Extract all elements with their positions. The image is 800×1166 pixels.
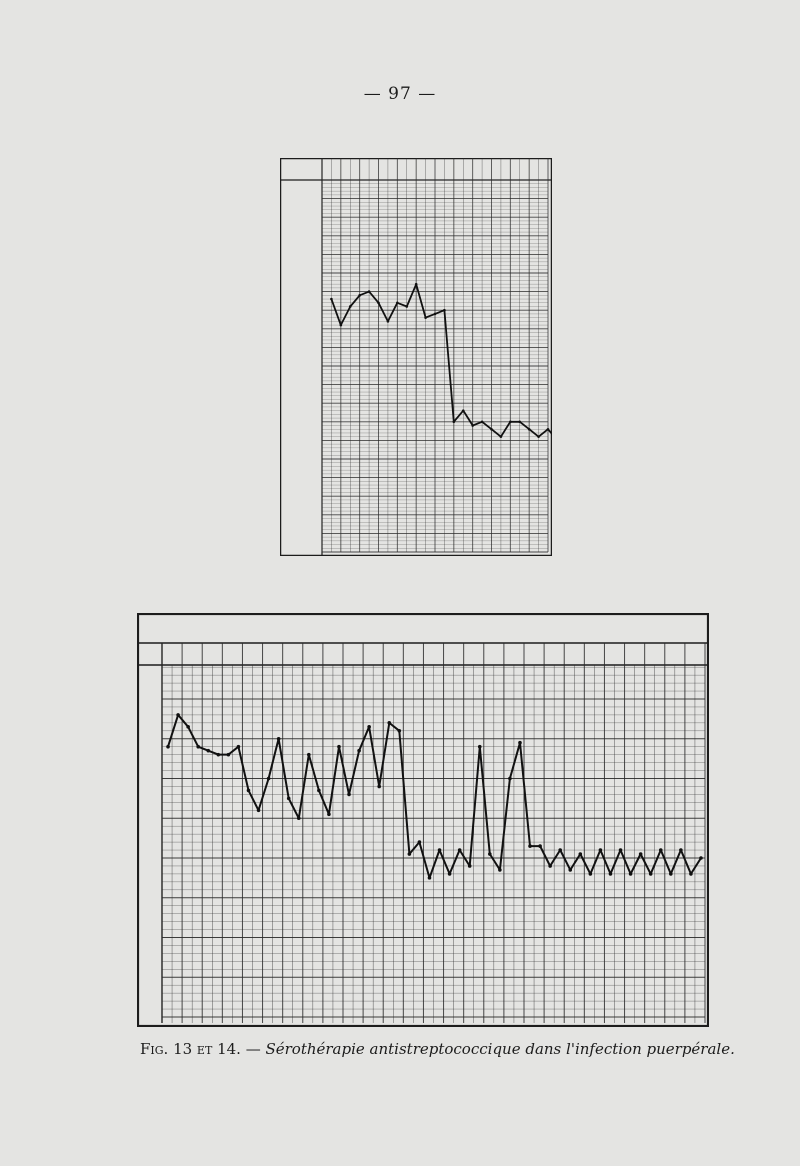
fig14-data-point bbox=[418, 840, 422, 844]
fig13-data-point bbox=[471, 424, 474, 427]
fig14-data-point bbox=[609, 872, 613, 876]
fig14-data-point bbox=[398, 729, 402, 733]
fig14-data-point bbox=[448, 872, 452, 876]
fig13-data-point bbox=[453, 421, 456, 424]
fig14-data-point bbox=[649, 872, 653, 876]
fig13-data-point bbox=[396, 301, 399, 304]
fig13-data-point bbox=[518, 421, 521, 424]
caption-fig-number: Fig. 13 et 14. bbox=[140, 1040, 241, 1058]
fig14-data-point bbox=[498, 868, 502, 872]
fig13-data-point bbox=[547, 428, 550, 431]
fig14-data-point bbox=[488, 852, 492, 856]
fig14-data-point bbox=[669, 872, 673, 876]
fig14-data-point bbox=[518, 741, 522, 745]
fig13-data-point bbox=[358, 294, 361, 297]
fig14-data-point bbox=[438, 848, 442, 852]
fig13-data-point bbox=[377, 301, 380, 304]
fig14-data-point bbox=[468, 864, 472, 868]
fig14-data-point bbox=[599, 848, 603, 852]
fig14-data-point bbox=[367, 725, 371, 729]
fig14-data-point bbox=[327, 812, 331, 816]
fig14-data-point bbox=[247, 789, 251, 793]
fig13-data-point bbox=[443, 309, 446, 312]
fig14-data-point bbox=[337, 745, 341, 749]
fig14-data-point bbox=[297, 816, 301, 820]
fig14-data-point bbox=[629, 872, 633, 876]
fig13-data-point bbox=[424, 316, 427, 319]
page-number: — 97 — bbox=[363, 84, 437, 104]
fig14-data-point bbox=[528, 844, 532, 848]
fig14-data-point bbox=[679, 848, 683, 852]
fig14-data-point bbox=[186, 725, 190, 729]
fig14-data-point bbox=[357, 749, 361, 753]
fig13-data-point bbox=[330, 298, 333, 301]
fig14-data-point bbox=[206, 749, 210, 753]
fig14-data-point bbox=[568, 868, 572, 872]
fig14-temperature-line bbox=[168, 715, 701, 878]
fig14-data-point bbox=[307, 753, 311, 757]
fig13-data-point bbox=[349, 305, 352, 308]
fig13-data-point bbox=[462, 409, 465, 412]
fig13-data-point bbox=[528, 428, 531, 431]
temperature-chart-fig-13 bbox=[280, 158, 552, 556]
fig14-data-point bbox=[176, 713, 180, 717]
fig13-data-point bbox=[490, 428, 493, 431]
fig14-data-point bbox=[347, 793, 351, 797]
fig14-data-point bbox=[428, 876, 432, 880]
fig14-data-point bbox=[237, 745, 241, 749]
fig13-data-point bbox=[500, 435, 503, 438]
fig13-data-point bbox=[537, 435, 540, 438]
fig14-data-point bbox=[508, 777, 512, 781]
fig14-data-point bbox=[699, 856, 703, 860]
fig14-data-point bbox=[227, 753, 231, 757]
fig14-data-point bbox=[408, 852, 412, 856]
fig13-data-point bbox=[405, 305, 408, 308]
fig14-data-point bbox=[579, 852, 583, 856]
fig14-data-point bbox=[548, 864, 552, 868]
fig13-temperature-line bbox=[331, 284, 552, 444]
fig14-data-point bbox=[558, 848, 562, 852]
fig14-data-point bbox=[538, 844, 542, 848]
fig13-data-point bbox=[387, 320, 390, 323]
fig13-data-point bbox=[368, 290, 371, 293]
fig13-data-point bbox=[415, 283, 418, 286]
fig14-data-point bbox=[317, 789, 321, 793]
fig14-data-point bbox=[619, 848, 623, 852]
caption-dash: — bbox=[240, 1040, 266, 1058]
fig14-data-point bbox=[478, 745, 482, 749]
fig14-data-point bbox=[458, 848, 462, 852]
fig14-data-point bbox=[267, 777, 271, 781]
figure-caption bbox=[140, 1040, 735, 1058]
fig14-data-point bbox=[166, 745, 170, 749]
fig14-data-point bbox=[287, 797, 291, 801]
fig14-data-point bbox=[196, 745, 200, 749]
fig13-data-point bbox=[509, 421, 512, 424]
fig14-data-point bbox=[217, 753, 221, 757]
fig14-data-point bbox=[659, 848, 663, 852]
fig13-data-point bbox=[434, 313, 437, 316]
temperature-chart-fig-14 bbox=[137, 613, 709, 1027]
fig14-data-point bbox=[639, 852, 643, 856]
caption-text: Sérothérapie antistreptococcique dans l'infection puerpérale. bbox=[265, 1040, 735, 1058]
fig13-data-point bbox=[340, 324, 343, 327]
fig14-data-point bbox=[689, 872, 693, 876]
fig13-data-point bbox=[481, 421, 484, 424]
fig14-data-point bbox=[377, 785, 381, 789]
fig-14-svg bbox=[137, 613, 709, 1027]
fig14-data-point bbox=[257, 809, 261, 813]
fig14-data-point bbox=[277, 737, 281, 741]
fig14-data-point bbox=[589, 872, 593, 876]
fig14-data-point bbox=[387, 721, 391, 725]
fig-13-svg bbox=[280, 158, 552, 556]
